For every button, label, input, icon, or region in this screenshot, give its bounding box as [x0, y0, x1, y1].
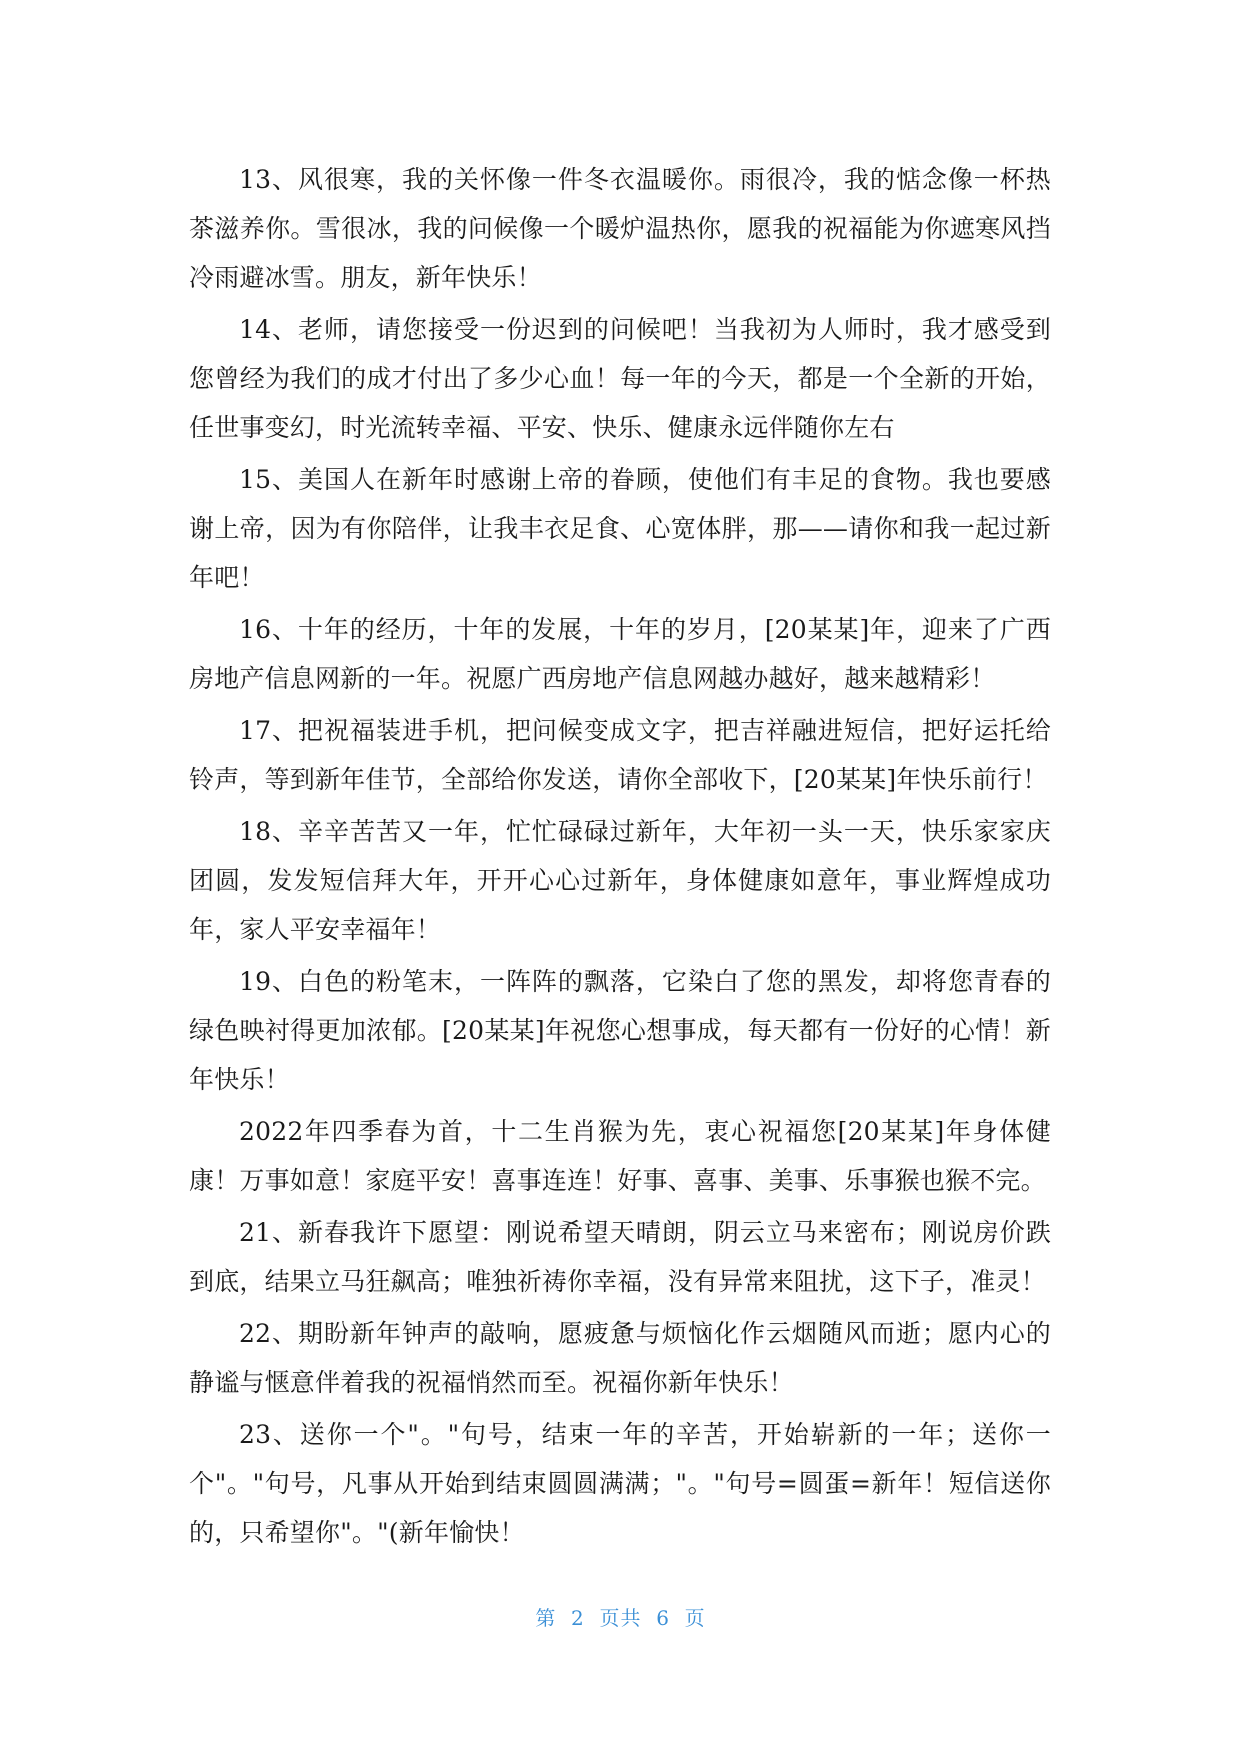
paragraph-23: 23、送你一个"。"句号，结束一年的辛苦，开始崭新的一年；送你一个"。"句号，凡事从开始到结束圆圆满满；"。"句号=圆蛋=新年！短信送你的，只希望你"。"(新年愉快！ — [189, 1420, 1051, 1547]
paragraph-17: 17、把祝福装进手机，把问候变成文字，把吉祥融进短信，把好运托给铃声，等到新年佳节，全部给你发送，请你全部收下，[20某某]年快乐前行！ — [189, 716, 1051, 794]
paragraph-21: 21、新春我许下愿望：刚说希望天晴朗，阴云立马来密布；刚说房价跌到底，结果立马狂飙高；唯独祈祷你幸福，没有异常来阻扰，这下子，准灵！ — [189, 1218, 1051, 1296]
paragraph-2022: 2022年四季春为首，十二生肖猴为先，衷心祝福您[20某某]年身体健康！万事如意！家庭平安！喜事连连！好事、喜事、美事、乐事猴也猴不完。 — [189, 1117, 1051, 1195]
paragraph-14: 14、老师，请您接受一份迟到的问候吧！当我初为人师时，我才感受到您曾经为我们的成才付出了多少心血！每一年的今天，都是一个全新的开始，任世事变幻，时光流转幸福、平安、快乐、健康永远伴随你左右 — [189, 315, 1051, 442]
paragraph-19: 19、白色的粉笔末，一阵阵的飘落，它染白了您的黑发，却将您青春的绿色映衬得更加浓郁。[20某某]年祝您心想事成，每天都有一份好的心情！新年快乐！ — [189, 967, 1051, 1094]
paragraph-18: 18、辛辛苦苦又一年，忙忙碌碌过新年，大年初一头一天，快乐家家庆团圆，发发短信拜大年，开开心心过新年，身体健康如意年，事业辉煌成功年，家人平安幸福年！ — [189, 817, 1051, 944]
paragraph-13: 13、风很寒，我的关怀像一件冬衣温暖你。雨很冷，我的惦念像一杯热茶滋养你。雪很冰，我的问候像一个暖炉温热你，愿我的祝福能为你遮寒风挡冷雨避冰雪。朋友，新年快乐！ — [189, 165, 1051, 292]
document-body — [189, 155, 1051, 1560]
paragraph-16: 16、十年的经历，十年的发展，十年的岁月，[20某某]年，迎来了广西房地产信息网新的一年。祝愿广西房地产信息网越办越好，越来越精彩！ — [189, 615, 1051, 693]
page-number-footer: 第 2 页共 6 页 — [535, 1606, 706, 1630]
paragraph-22: 22、期盼新年钟声的敲响，愿疲惫与烦恼化作云烟随风而逝；愿内心的静谧与惬意伴着我的祝福悄然而至。祝福你新年快乐！ — [189, 1319, 1051, 1397]
paragraph-15: 15、美国人在新年时感谢上帝的眷顾，使他们有丰足的食物。我也要感谢上帝，因为有你陪伴，让我丰衣足食、心宽体胖，那——请你和我一起过新年吧！ — [189, 465, 1051, 592]
